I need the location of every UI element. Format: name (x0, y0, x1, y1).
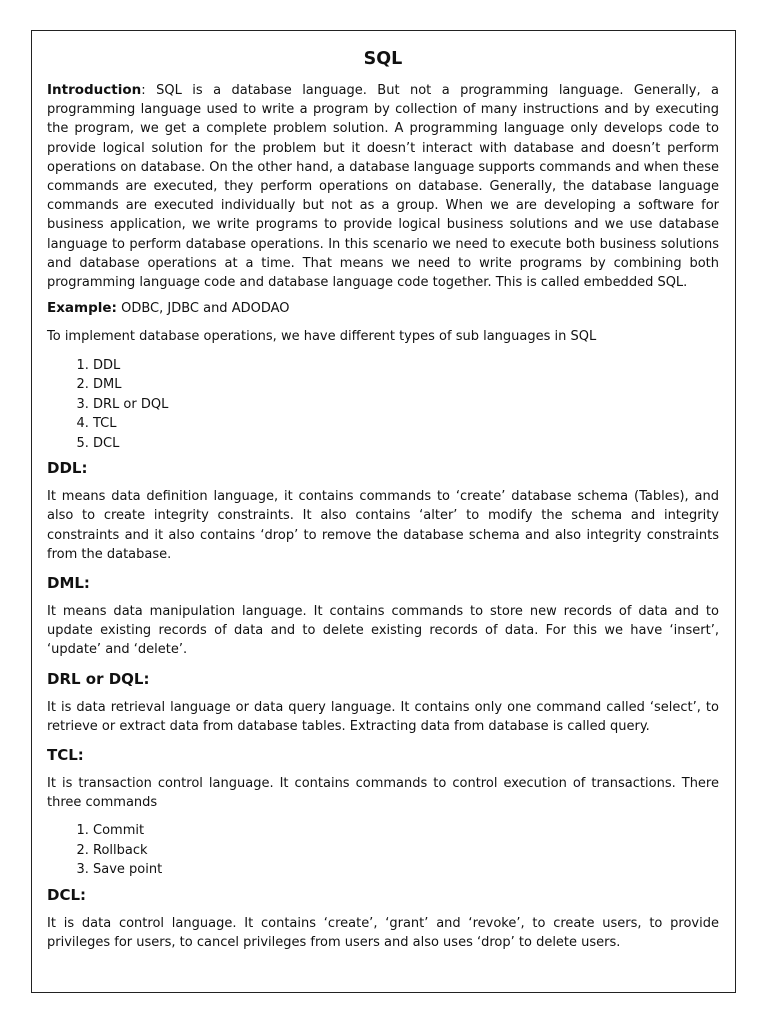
list-item: 3. DRL or DQL (93, 395, 719, 415)
intro-label: Introduction (47, 82, 142, 98)
drl-paragraph: It is data retrieval language or data query language. It contains only one command called ‘select’, to retrieve or extract data from database tables. Extracting data from database is called query. (47, 699, 719, 734)
dml-heading: DML: (47, 573, 90, 592)
list-item: 1. Commit (93, 821, 719, 841)
example-text: ODBC, JDBC and ADODAO (116, 301, 290, 317)
sublanguages-list (47, 356, 719, 454)
ddl-heading: DDL: (47, 459, 88, 478)
sublanguages-intro: To implement database operations, we have different types of sub languages in SQL (47, 329, 597, 345)
example-paragraph (47, 299, 719, 318)
intro-paragraph (47, 81, 719, 292)
list-item: 2. Rollback (93, 841, 719, 861)
dml-paragraph: It means data manipulation language. It contains commands to store new records of data and to update existing records of data and to delete existing records of data. For this we have ‘insert’, ‘update’ and ‘delete’. (47, 603, 719, 658)
list-item: 4. TCL (93, 414, 719, 434)
list-item: 2. DML (93, 375, 719, 395)
list-item: 5. DCL (93, 434, 719, 454)
intro-text: : SQL is a database language. But not a programming language. Generally, a programming language used to write a program by collection of many instructions and by executing the program, we get a complete problem solution. A programming language only develops code to provide logical solution for the problem but it doesn’t interact with database and doesn’t perform operations on database. On the other hand, a database language supports commands and when these commands are executed, they perform operations on database. Generally, the database language commands are executed individually but not as a group. When we are developing a software for business application, we write programs to provide logical business solutions and we use database language to perform database operations. In this scenario we need to execute both business solutions and database operations at a time. That means we need to write programs by combining both programming language code and database language code together. This is called embedded SQL. (47, 83, 719, 291)
example-label: Example: (47, 300, 117, 317)
ddl-paragraph: It means data definition language, it contains commands to ‘create’ database schema (Tables), and also to create integrity constraints. It also contains ‘alter’ to modify the schema and integrity constraints and it also contains ‘drop’ to remove the database schema and also integrity constraints from the database. (47, 489, 719, 562)
tcl-paragraph: It is transaction control language. It contains commands to control execution of transactions. There three commands (47, 775, 719, 811)
page-title: SQL (363, 49, 403, 69)
dcl-paragraph: It is data control language. It contains ‘create’, ‘grant’ and ‘revoke’, to create users, to provide privileges for users, to cancel privileges from users and also uses ‘drop’ to delete users. (47, 915, 719, 951)
drl-heading: DRL or DQL: (47, 669, 150, 688)
document-page (31, 30, 736, 993)
dcl-heading: DCL: (47, 885, 87, 904)
list-item: 1. DDL (93, 356, 719, 376)
list-item: 3. Save point (93, 860, 719, 880)
tcl-commands-list (47, 821, 719, 880)
tcl-heading: TCL: (47, 745, 84, 764)
